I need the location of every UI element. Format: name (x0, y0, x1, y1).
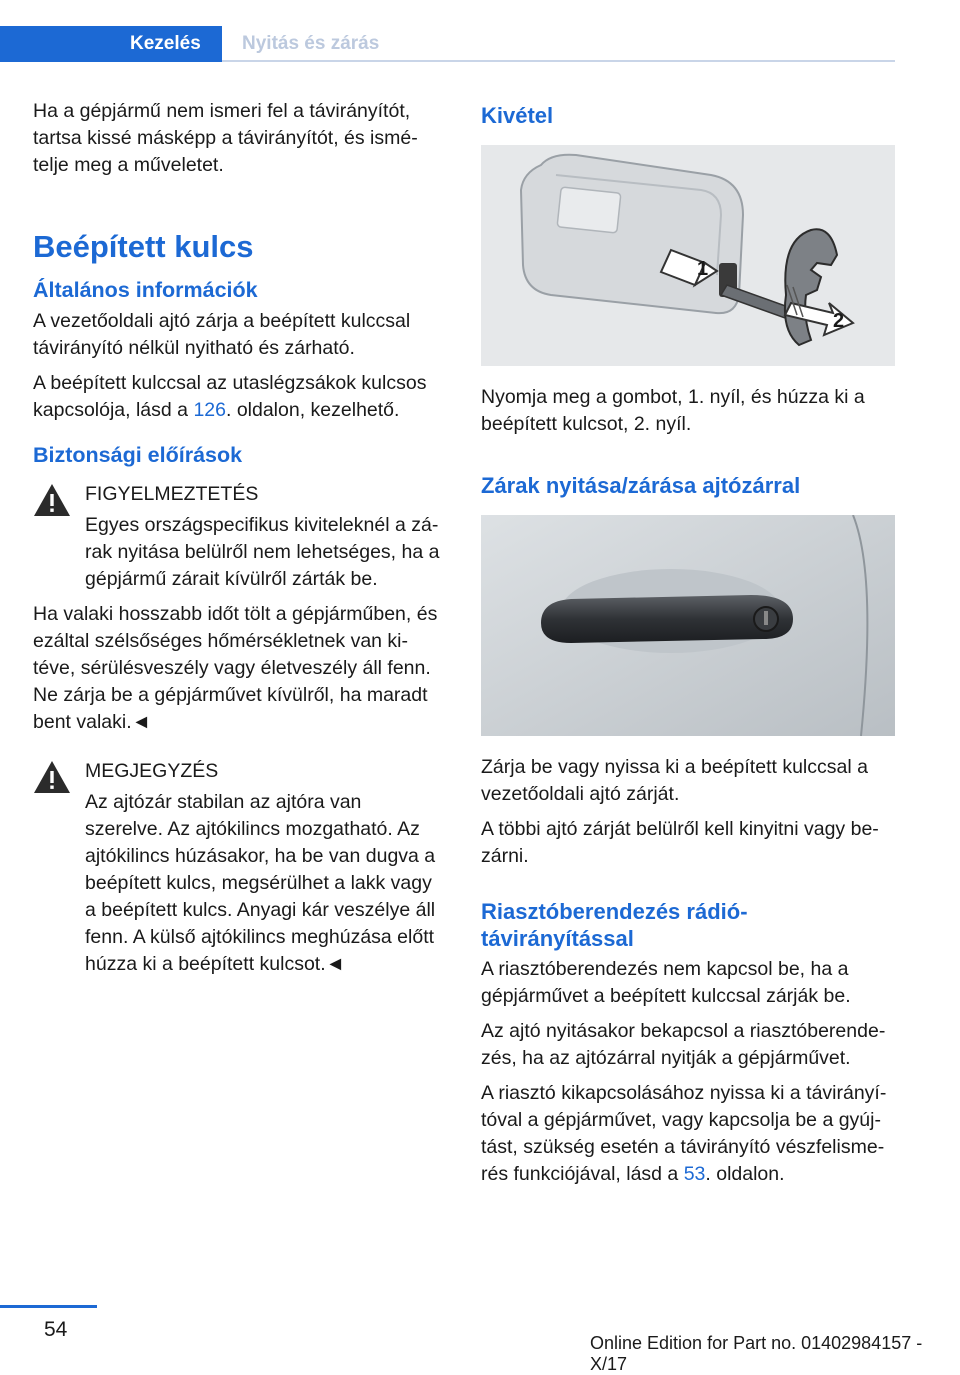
door-handle-illustration (481, 515, 895, 736)
general-paragraph-1: A vezetőoldali ajtó zárja a beépített kulccsal távirányító nélkül nyitható és zárható. (33, 310, 411, 359)
key-removal-illustration (481, 145, 895, 366)
intro-paragraph: Ha a gépjármű nem ismeri fel a távirányítót, tartsa kissé másképp a távirányítót, és ismételje meg a műveletet. (33, 100, 418, 176)
right-column (481, 98, 895, 1196)
heading-general-info: Általános információk (33, 278, 258, 302)
edition-footer: Online Edition for Part no. 01402984157 - X/17 (590, 1333, 923, 1374)
heading-removal: Kivétel (481, 103, 554, 128)
key-removal-figure (481, 145, 895, 366)
heading-door-lock: Zárak nyitása/zárása ajtózárral (481, 473, 801, 498)
note-block (33, 758, 443, 978)
page-ref-53-link[interactable]: 53 (683, 1163, 706, 1185)
fig1-label-1: 1 (697, 258, 709, 280)
note-triangle-icon (33, 760, 71, 794)
general-paragraph-2: A beépített kulccsal az utaslégzsákok kulcsos kapcsolója, lásd a 126. oldalon, kezelhető. (33, 372, 427, 421)
warning-text-1: Egyes országspecifikus kiviteleknél a zárak nyitása belülről nem lehetséges, ha a gépjármű zárait kívülről zárták be. (85, 514, 440, 590)
section-title-built-in-key: Beépített kulcs (33, 229, 254, 264)
tab-kezeles[interactable]: Kezelés (0, 26, 222, 62)
alarm-paragraph-3: A riasztó kikapcsolásához nyissa ki a távirányítóval a gépjárművet, vagy kapcsolja be a gyújtást, szükség esetén a távirányító vészfelismerés funkciójával, lásd a 53. oldalon. (481, 1082, 887, 1185)
note-text: Az ajtózár stabilan az ajtóra van szerelve. Az ajtókilincs mozgatható. Az ajtókilincs húzásakor, ha be van dugva a beépített kulcs, megsérülhet a lakk vagy a beépített kulcs. Anyagi kár veszélye áll fenn. A külső ajtókilincs meghúzása előtt húzza ki a beépített kulcsot.◄ (85, 791, 436, 975)
tab-section-title[interactable]: Nyitás és zárás (242, 33, 380, 54)
fig1-label-2: 2 (833, 310, 845, 332)
heading-alarm: Riasztóberendezés rádió-távirányítással (481, 899, 748, 951)
footer-accent-line (0, 1305, 97, 1308)
heading-safety: Biztonsági előírások (33, 443, 243, 467)
page-number: 54 (44, 1318, 68, 1341)
warning-title: FIGYELMEZTETÉS (85, 483, 259, 505)
page-ref-126-link[interactable]: 126 (193, 399, 226, 421)
removal-paragraph: Nyomja meg a gombot, 1. nyíl, és húzza ki a beépített kulcsot, 2. nyíl. (481, 386, 865, 435)
alarm-paragraph-2: Az ajtó nyitásakor bekapcsol a riasztóberendezés, ha az ajtózárral nyitják a gépjárművet. (481, 1020, 886, 1069)
tab-underline (222, 60, 895, 62)
door-paragraph-1: Zárja be vagy nyissa ki a beépített kulccsal a vezetőoldali ajtó zárját. (481, 756, 868, 805)
note-title: MEGJEGYZÉS (85, 760, 219, 782)
header-tabbar (0, 26, 895, 62)
left-column (33, 98, 443, 986)
door-handle-figure (481, 515, 895, 736)
warning-block (33, 481, 443, 736)
door-paragraph-2: A többi ajtó zárját belülről kell kinyitni vagy bezárni. (481, 818, 879, 867)
warning-triangle-icon (33, 483, 71, 517)
warning-text-2: Ha valaki hosszabb időt tölt a gépjárműben, és ezáltal szélsőséges hőmérsékletnek van kitéve, sérülésveszély vagy életveszély áll fenn. Ne zárja be a gépjárművet kívülről, ha maradt bent valaki.◄ (33, 603, 438, 733)
alarm-paragraph-1: A riasztóberendezés nem kapcsol be, ha a gépjárművet a beépített kulccsal zárják be. (481, 958, 851, 1007)
